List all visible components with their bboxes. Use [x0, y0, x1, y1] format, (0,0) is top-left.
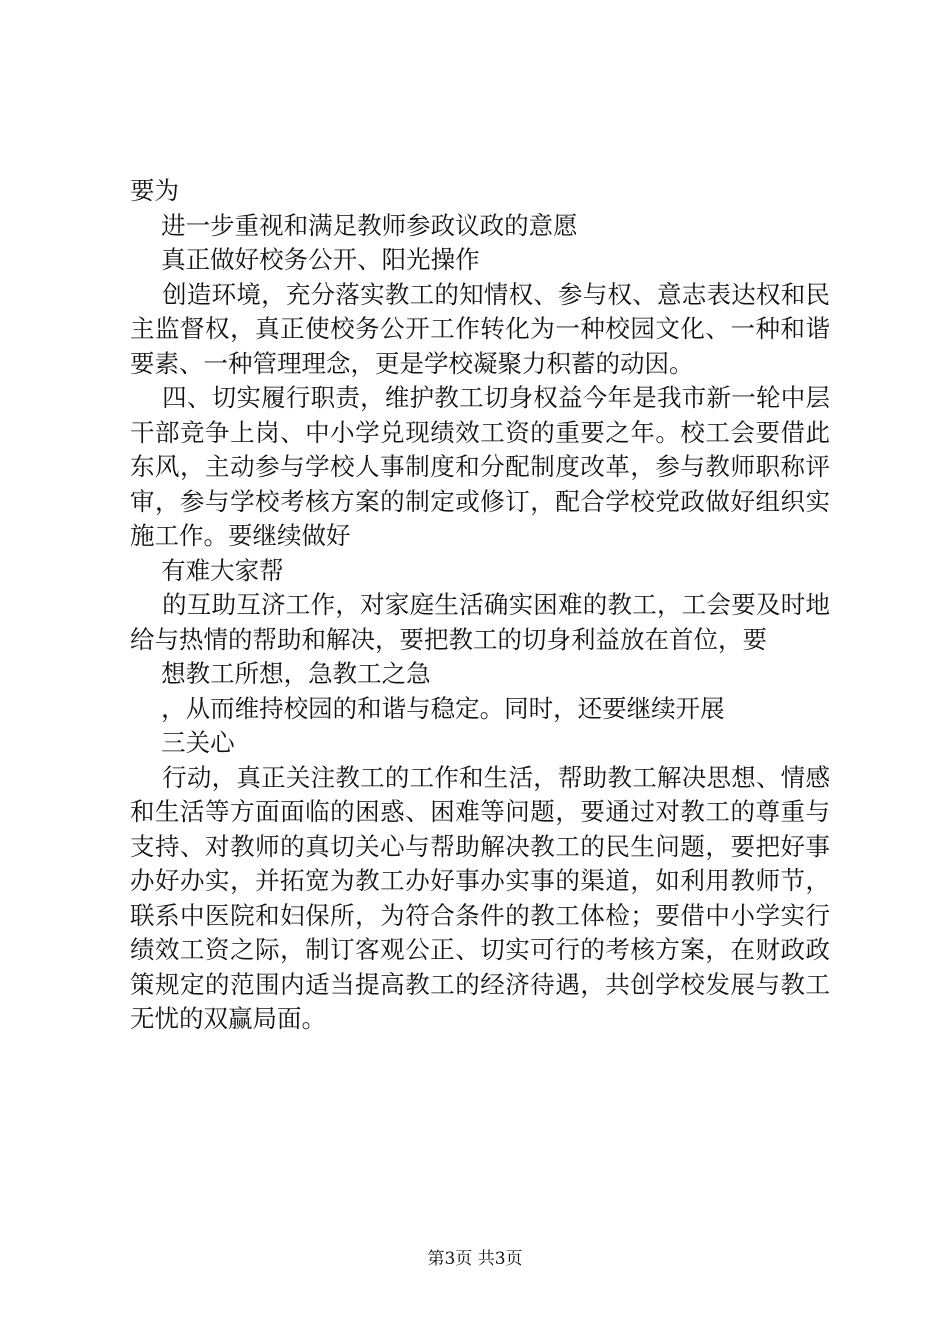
paragraph-intro: 要为 — [130, 176, 179, 205]
page-footer: 第3页 共3页 — [427, 1249, 523, 1269]
document-body — [130, 174, 830, 1037]
paragraph-harmony: ，从而维持校园的和谐与稳定。同时，还要继续开展 — [130, 693, 725, 723]
paragraph-transparency: 真正做好校务公开、阳光操作 — [130, 245, 480, 274]
paragraph-section-four: 四、切实履行职责，维护教工切身权益今年是我市新一轮中层干部竞争上岗、中小学兑现绩效工资的重要之年。校工会要借此东风，主动参与学校人事制度和分配制度改革，参与教师职称评审，参与学校考核方案的制定或修订，配合学校党政做好组织实施工作。要继续做好 — [130, 383, 831, 550]
paragraph-care-phrase: 想教工所想，急教工之急 — [130, 659, 431, 688]
paragraph-action: 行动，真正关注教工的工作和生活，帮助教工解决思想、情感和生活等方面面临的困惑、困难等问题，要通过对教工的尊重与支持、对教师的真切关心与帮助解决教工的民生问题，要把好事办好办实，并拓宽为教工办好事办实事的渠道，如利用教师节，联系中医院和妇保所，为符合条件的教工体检；要借中小学实行绩效工资之际，制订客观公正、切实可行的考核方案，在财政政策规定的范围内适当提高教工的经济待遇，共创学校发展与教工无忧的双赢局面。 — [130, 762, 831, 1033]
paragraph-mutual-help-title: 有难大家帮 — [130, 555, 284, 585]
paragraph-three-cares: 三关心 — [130, 728, 235, 757]
paragraph-mutual-help: 的互助互济工作，对家庭生活确实困难的教工，工会要及时地给与热情的帮助和解决，要把教工的切身利益放在首位，要 — [130, 590, 831, 654]
paragraph-participation: 进一步重视和满足教师参政议政的意愿 — [130, 210, 578, 240]
paragraph-environment: 创造环境，充分落实教工的知情权、参与权、意志表达权和民主监督权，真正使校务公开工作转化为一种校园文化、一种和谐要素、一种管理理念，更是学校凝聚力积蓄的动因。 — [130, 279, 831, 378]
